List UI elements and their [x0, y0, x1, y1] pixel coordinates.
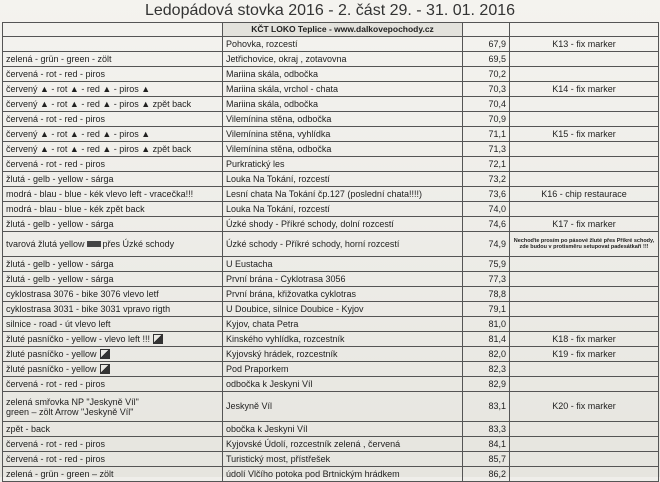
table-row	[3, 437, 659, 452]
distance-cell: 70,4	[463, 97, 510, 112]
direction-text: červený ▲ - rot ▲ - red ▲ - piros ▲ zpět back	[6, 98, 192, 109]
header-blank	[3, 23, 223, 37]
table-row	[3, 232, 659, 257]
direction-cell	[3, 392, 223, 422]
direction-cell	[3, 202, 223, 217]
distance-cell: 70,3	[463, 82, 510, 97]
checkpoint-cell	[510, 302, 659, 317]
direction-cell	[3, 287, 223, 302]
direction-text: modrá - blau - blue - kék zpět back	[6, 203, 145, 214]
checkpoint-cell	[510, 362, 659, 377]
checkpoint-cell: K16 - chip restaurace	[510, 187, 659, 202]
place-cell: Louka Na Tokání, rozcestí	[223, 172, 463, 187]
direction-text: cyklostrasa 3076 - bike 3076 vlevo letf	[6, 288, 159, 299]
distance-cell: 83,1	[463, 392, 510, 422]
direction-text: červená - rot - red - piros	[6, 453, 106, 464]
place-cell: Vilemínina stěna, odbočka	[223, 142, 463, 157]
checkpoint-cell	[510, 172, 659, 187]
direction-cell	[3, 272, 223, 287]
table-row	[3, 287, 659, 302]
table-row	[3, 467, 659, 482]
table-row	[3, 142, 659, 157]
table-row	[3, 97, 659, 112]
direction-cell	[3, 362, 223, 377]
trail-marker-icon	[87, 241, 101, 247]
place-cell: Mariina skála, odbočka	[223, 67, 463, 82]
place-cell: Mariina skála, vrchol - chata	[223, 82, 463, 97]
place-cell: odbočka k Jeskyni Víl	[223, 377, 463, 392]
table-row	[3, 317, 659, 332]
table-row	[3, 157, 659, 172]
checkpoint-cell: K19 - fix marker	[510, 347, 659, 362]
direction-text-tail: přes Úzké schody	[102, 238, 175, 249]
route-table	[2, 22, 659, 482]
checkpoint-cell: Nechoďte prosím po pásové žluté přes Příkré schody, zde budou v protisměru setupovat padesátkaři !!!	[510, 232, 659, 257]
direction-text: zelená smřovka NP "Jeskyně Víl"	[6, 396, 139, 407]
distance-cell: 83,3	[463, 422, 510, 437]
checkpoint-cell: K20 - fix marker	[510, 392, 659, 422]
distance-cell: 74,9	[463, 232, 510, 257]
checkpoint-cell	[510, 377, 659, 392]
table-row	[3, 127, 659, 142]
header-blank	[463, 23, 510, 37]
direction-cell	[3, 172, 223, 187]
place-cell: Kinského vyhlídka, rozcestník	[223, 332, 463, 347]
direction-cell	[3, 82, 223, 97]
direction-cell	[3, 317, 223, 332]
place-cell: Vilemínina stěna, vyhlídka	[223, 127, 463, 142]
direction-cell	[3, 157, 223, 172]
direction-cell	[3, 67, 223, 82]
direction-text: červená - rot - red - piros	[6, 113, 106, 124]
direction-cell	[3, 127, 223, 142]
direction-cell	[3, 377, 223, 392]
direction-cell	[3, 142, 223, 157]
direction-text: žluté pasníčko - yellow	[6, 348, 97, 359]
place-cell: Louka Na Tokání, rozcestí	[223, 202, 463, 217]
checkpoint-cell	[510, 452, 659, 467]
flag-marker-icon	[100, 349, 110, 359]
checkpoint-cell: K18 - fix marker	[510, 332, 659, 347]
checkpoint-cell	[510, 317, 659, 332]
checkpoint-cell	[510, 97, 659, 112]
checkpoint-cell: K14 - fix marker	[510, 82, 659, 97]
table-row	[3, 377, 659, 392]
checkpoint-cell	[510, 437, 659, 452]
place-cell: První brána, křižovatka cyklotras	[223, 287, 463, 302]
place-cell: obočka k Jeskyni Víl	[223, 422, 463, 437]
place-cell: Kyjovské Údolí, rozcestník zelená , červená	[223, 437, 463, 452]
distance-cell: 70,2	[463, 67, 510, 82]
table-row	[3, 392, 659, 422]
checkpoint-cell	[510, 112, 659, 127]
table-row	[3, 37, 659, 52]
place-cell: Mariina skála, odbočka	[223, 97, 463, 112]
distance-cell: 71,1	[463, 127, 510, 142]
checkpoint-cell	[510, 287, 659, 302]
direction-cell	[3, 302, 223, 317]
checkpoint-cell: K15 - fix marker	[510, 127, 659, 142]
distance-cell: 81,0	[463, 317, 510, 332]
direction-text: červený ▲ - rot ▲ - red ▲ - piros ▲ zpět back	[6, 143, 192, 154]
direction-text: žlutá - gelb - yellow - sárga	[6, 173, 114, 184]
checkpoint-cell	[510, 157, 659, 172]
direction-text: tvarová žlutá yellow	[6, 238, 85, 249]
place-cell: Kyjov, chata Petra	[223, 317, 463, 332]
place-cell: Jeskyně Víl	[223, 392, 463, 422]
checkpoint-cell	[510, 422, 659, 437]
direction-cell	[3, 257, 223, 272]
place-cell: Purkratický les	[223, 157, 463, 172]
table-row	[3, 452, 659, 467]
direction-text: zelená - grün - green - zölt	[6, 53, 112, 64]
flag-marker-icon	[153, 334, 163, 344]
checkpoint-cell	[510, 52, 659, 67]
direction-cell	[3, 422, 223, 437]
place-cell: U Eustacha	[223, 257, 463, 272]
checkpoint-cell	[510, 67, 659, 82]
checkpoint-cell	[510, 257, 659, 272]
direction-text: zpět - back	[6, 423, 51, 434]
place-cell: Turistický most, přístřešek	[223, 452, 463, 467]
header-blank	[510, 23, 659, 37]
place-cell: Jetřichovice, okraj , zotavovna	[223, 52, 463, 67]
direction-cell	[3, 52, 223, 67]
distance-cell: 73,2	[463, 172, 510, 187]
place-cell: Úzké shody - Příkré schody, dolní rozcestí	[223, 217, 463, 232]
distance-cell: 85,7	[463, 452, 510, 467]
table-row	[3, 217, 659, 232]
checkpoint-cell	[510, 142, 659, 157]
checkpoint-cell	[510, 272, 659, 287]
distance-cell: 79,1	[463, 302, 510, 317]
table-row	[3, 362, 659, 377]
place-cell: Pohovka, rozcestí	[223, 37, 463, 52]
header-row	[3, 23, 659, 37]
direction-cell	[3, 437, 223, 452]
direction-text: červená - rot - red - piros	[6, 438, 106, 449]
direction-text: cyklostrasa 3031 - bike 3031 vpravo rigth	[6, 303, 171, 314]
distance-cell: 86,2	[463, 467, 510, 482]
checkpoint-cell	[510, 467, 659, 482]
place-cell: Pod Praporkem	[223, 362, 463, 377]
direction-cell	[3, 452, 223, 467]
direction-text-line2: green – zölt Arrow "Jeskyně Víl"	[6, 406, 134, 417]
organizer-label: KČT LOKO Teplice - www.dalkovepochody.cz	[223, 23, 463, 37]
distance-cell: 77,3	[463, 272, 510, 287]
table-row	[3, 67, 659, 82]
place-cell: Lesní chata Na Tokání čp.127 (poslední chata!!!!)	[223, 187, 463, 202]
table-row	[3, 302, 659, 317]
place-cell: údolí Vlčího potoka pod Brtnickým hrádkem	[223, 467, 463, 482]
distance-cell: 67,9	[463, 37, 510, 52]
direction-text: zelená - grün - green – zölt	[6, 468, 114, 479]
table-row	[3, 257, 659, 272]
checkpoint-cell: K13 - fix marker	[510, 37, 659, 52]
direction-text: žlutá - gelb - yellow - sárga	[6, 218, 114, 229]
distance-cell: 74,6	[463, 217, 510, 232]
direction-text: silnice - road - út vlevo left	[6, 318, 111, 329]
direction-text: červená - rot - red - piros	[6, 378, 106, 389]
distance-cell: 84,1	[463, 437, 510, 452]
place-cell: Vilemínina stěna, odbočka	[223, 112, 463, 127]
distance-cell: 82,9	[463, 377, 510, 392]
table-row	[3, 187, 659, 202]
direction-text: žluté pasníčko - yellow - vlevo left !!!	[6, 333, 151, 344]
table-row	[3, 112, 659, 127]
document-title: Ledopádová stovka 2016 - 2. část 29. - 31. 01. 2016	[144, 2, 516, 19]
checkpoint-cell: K17 - fix marker	[510, 217, 659, 232]
flag-marker-icon	[100, 364, 110, 374]
table-row	[3, 332, 659, 347]
direction-text: červená - rot - red - piros	[6, 158, 106, 169]
direction-text: červený ▲ - rot ▲ - red ▲ - piros ▲	[6, 128, 151, 139]
direction-cell	[3, 347, 223, 362]
distance-cell: 81,4	[463, 332, 510, 347]
table-row	[3, 52, 659, 67]
place-cell: První brána - Cyklotrasa 3056	[223, 272, 463, 287]
direction-cell	[3, 37, 223, 52]
checkpoint-cell	[510, 202, 659, 217]
direction-cell	[3, 232, 223, 257]
place-cell: Úzké schody - Příkré schody, horní rozcestí	[223, 232, 463, 257]
direction-cell	[3, 112, 223, 127]
direction-text: červená - rot - red - piros	[6, 68, 106, 79]
distance-cell: 73,6	[463, 187, 510, 202]
direction-cell	[3, 97, 223, 112]
table-row	[3, 82, 659, 97]
distance-cell: 78,8	[463, 287, 510, 302]
distance-cell: 75,9	[463, 257, 510, 272]
table-row	[3, 172, 659, 187]
direction-text: modrá - blau - blue - kék vlevo left - vracečka!!!	[6, 188, 194, 199]
table-row	[3, 272, 659, 287]
distance-cell: 71,3	[463, 142, 510, 157]
direction-text: žlutá - gelb - yellow - sárga	[6, 273, 114, 284]
place-cell: U Doubice, silnice Doubice - Kyjov	[223, 302, 463, 317]
direction-text: červený ▲ - rot ▲ - red ▲ - piros ▲	[6, 83, 151, 94]
table-row	[3, 347, 659, 362]
table-row	[3, 422, 659, 437]
distance-cell: 74,0	[463, 202, 510, 217]
table-row	[3, 202, 659, 217]
distance-cell: 82,3	[463, 362, 510, 377]
distance-cell: 69,5	[463, 52, 510, 67]
distance-cell: 72,1	[463, 157, 510, 172]
direction-cell	[3, 467, 223, 482]
direction-cell	[3, 217, 223, 232]
direction-cell	[3, 187, 223, 202]
direction-text: žluté pasníčko - yellow	[6, 363, 97, 374]
direction-text: žlutá - gelb - yellow - sárga	[6, 258, 114, 269]
direction-cell	[3, 332, 223, 347]
distance-cell: 70,9	[463, 112, 510, 127]
place-cell: Kyjovský hrádek, rozcestník	[223, 347, 463, 362]
distance-cell: 82,0	[463, 347, 510, 362]
